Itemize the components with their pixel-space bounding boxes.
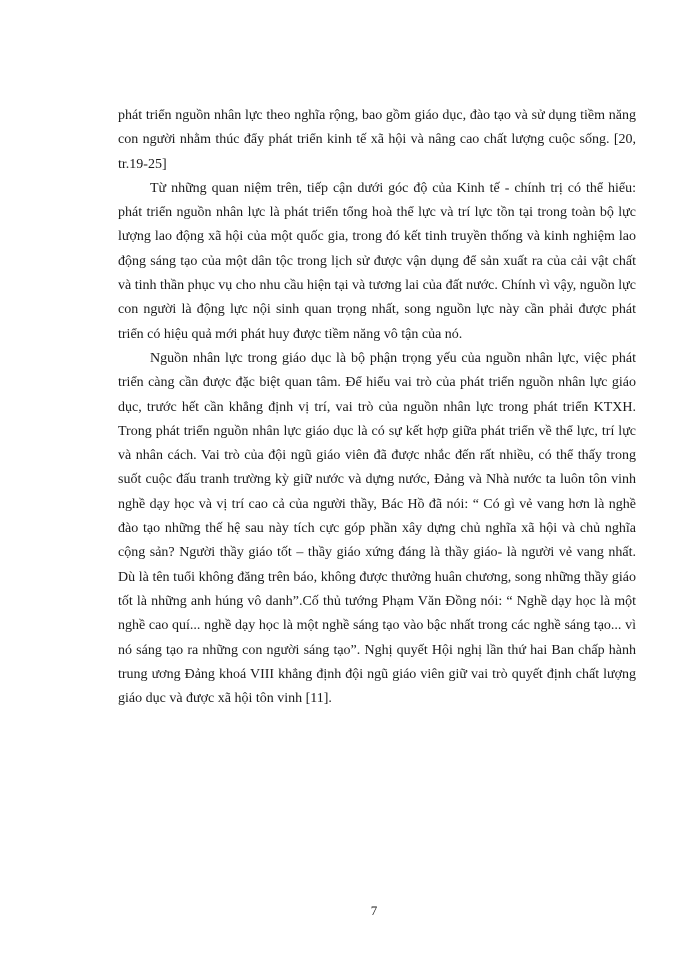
page-number: 7 (370, 903, 378, 918)
paragraph-1: phát triển nguồn nhân lực theo nghĩa rộng, bao gồm giáo dục, đào tạo và sử dụng tiềm năng con người nhằm thúc đẩy phát triển kinh tế xã hội và nâng cao chất lượng cuộc sống. [20, tr.19-25] (118, 108, 636, 172)
paragraph-2: Từ những quan niệm trên, tiếp cận dưới góc độ của Kinh tế - chính trị có thể hiểu: phát triển nguồn nhân lực là phát triển tổng hoà thể lực và trí lực tồn tại trong toàn bộ lực lượng lao động xã hội của một quốc gia, trong đó kết tinh truyền thống và kinh nghiệm lao động sáng tạo của một dân tộc trong lịch sử được vận dụng để sản xuất ra của cải vật chất và tinh thần phục vụ cho nhu cầu hiện tại và tương lai của đất nước. Chính vì vậy, nguồn lực con người là động lực nội sinh quan trọng nhất, song nguồn lực này cần phải được phát triển có hiệu quả mới phát huy được tiềm năng vô tận của nó. (118, 180, 636, 342)
document-body (118, 104, 636, 711)
paragraph-3: Nguồn nhân lực trong giáo dục là bộ phận trọng yếu của nguồn nhân lực, việc phát triển càng cần được đặc biệt quan tâm. Để hiểu vai trò của phát triển nguồn nhân lực giáo dục, trước hết cần khẳng định vị trí, vai trò của nguồn nhân lực trong phát triển KTXH. Trong phát triển nguồn nhân lực giáo dục là có sự kết hợp giữa phát triển về thể lực, trí lực và nhân cách. Vai trò của đội ngũ giáo viên đã được nhắc đến rất nhiều, có thể thấy trong suốt cuộc đấu tranh trường kỳ giữ nước và dựng nước, Đảng và Nhà nước ta luôn tôn vinh nghề dạy học và vị trí cao cả của người thầy, Bác Hồ đã nói: “ Có gì vẻ vang hơn là nghề đào tạo những thế hệ sau này tích cực góp phần xây dựng chủ nghĩa xã hội và chủ nghĩa cộng sản? Người thầy giáo tốt – thầy giáo xứng đáng là thầy giáo- là người vẻ vang nhất. Dù là tên tuổi không đăng trên báo, không được thưởng huân chương, song những thầy giáo tốt là những anh húng vô danh”.Cố thủ tướng Phạm Văn Đồng nói: “ Nghề dạy học là một nghề cao quí... nghề dạy học là một nghề sáng tạo vào bậc nhất trong các nghề sáng tạo... vì nó sáng tạo ra những con người sáng tạo”. Nghị quyết Hội nghị lần thứ hai Ban chấp hành trung ương Đảng khoá VIII khẳng định đội ngũ giáo viên giữ vai trò quyết định chất lượng giáo dục và được xã hội tôn vinh [11]. (118, 350, 636, 707)
